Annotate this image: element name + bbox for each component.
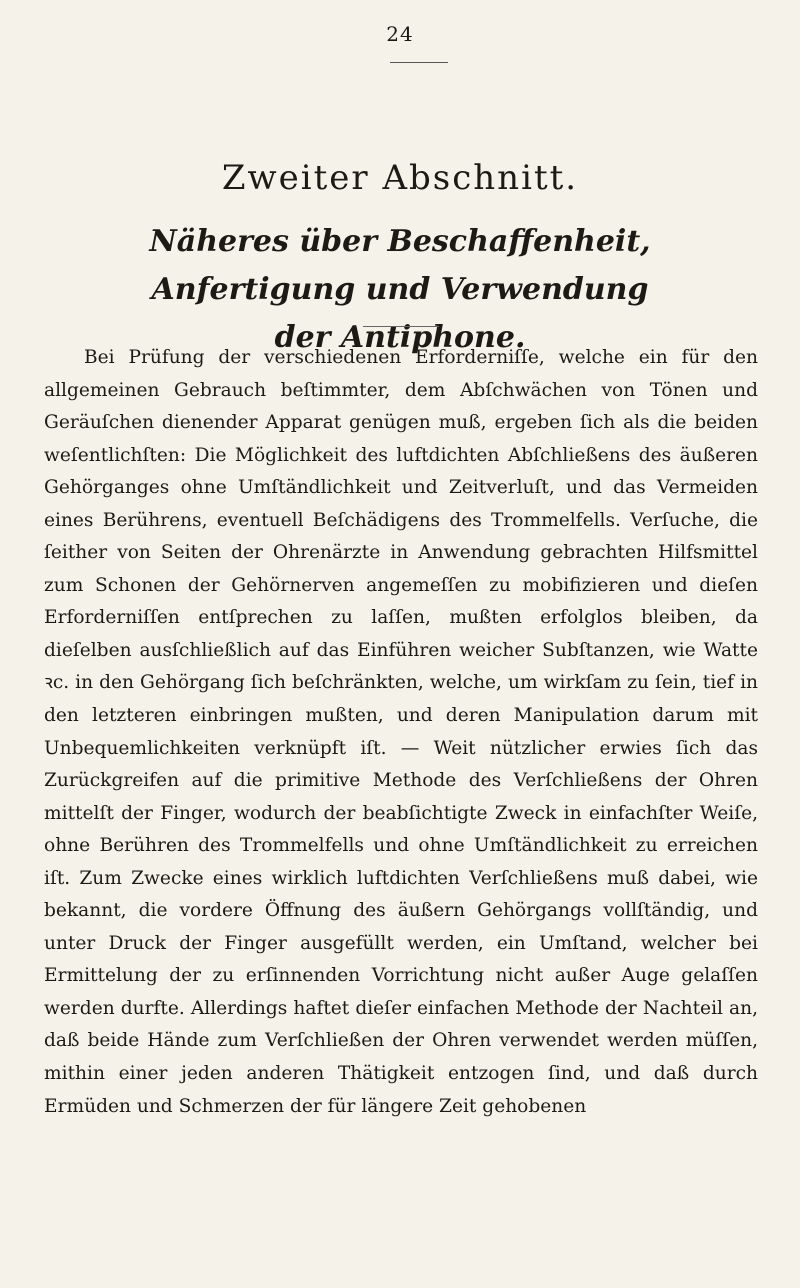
header-rule [390, 62, 448, 63]
body-text [44, 342, 758, 1123]
section-title: Zweiter Abschnitt. [221, 158, 579, 198]
chapter-heading: Näheres über Beschaffenheit, Anfertigung und Verwendung der Antiphone. [149, 224, 651, 355]
heading-divider [363, 326, 439, 327]
page-number: 24 [386, 22, 414, 46]
body-paragraph: Bei Prüfung der verschiedenen Erforderniſſe, welche ein für den allgemeinen Gebrauch beſtimmter, dem Abſchwächen von Tönen und Geräuſchen dienender Apparat genügen muß, ergeben ſich als die beiden weſentlichſten: Die Möglichkeit des luftdichten Abſchließens des äußeren Gehörganges ohne Umſtändlichkeit und Zeitverluſt, und das Vermeiden eines Berührens, eventuell Beſchädigens des Trommelfells. Verſuche, die ſeither von Seiten der Ohrenärzte in Anwendung gebrachten Hilfsmittel zum Schonen der Gehörnerven angemeſſen zu mobifizieren und dieſen Erforderniſſen entſprechen zu laſſen, mußten erfolglos bleiben, da dieſelben ausſchließlich auf das Einführen weicher Subſtanzen, wie Watte ꝛc. in den Gehörgang ſich beſchränkten, welche, um wirkſam zu ſein, tief in den letzteren einbringen mußten, und deren Manipulation darum mit Unbequemlichkeiten verknüpft iſt. — Weit nützlicher erwies ſich das Zurückgreifen auf die primitive Methode des Verſchließens der Ohren mittelſt der Finger, wodurch der beabſichtigte Zweck in einfachſter Weiſe, ohne Berühren des Trommelfells und ohne Umſtändlichkeit zu erreichen iſt. Zum Zwecke eines wirklich luftdichten Verſchließens muß dabei, wie bekannt, die vordere Öffnung des äußern Gehörgangs vollſtändig, und unter Druck der Finger ausgefüllt werden, ein Umſtand, welcher bei Ermittelung der zu erſinnenden Vorrichtung nicht außer Auge gelaſſen werden durfte. Allerdings haftet dieſer einfachen Methode der Nachteil an, daß beide Hände zum Verſchließen der Ohren verwendet werden müſſen, mithin einer jeden anderen Thätigkeit entzogen ſind, und daß durch Ermüden und Schmerzen der für längere Zeit gehobenen [44, 347, 758, 1117]
